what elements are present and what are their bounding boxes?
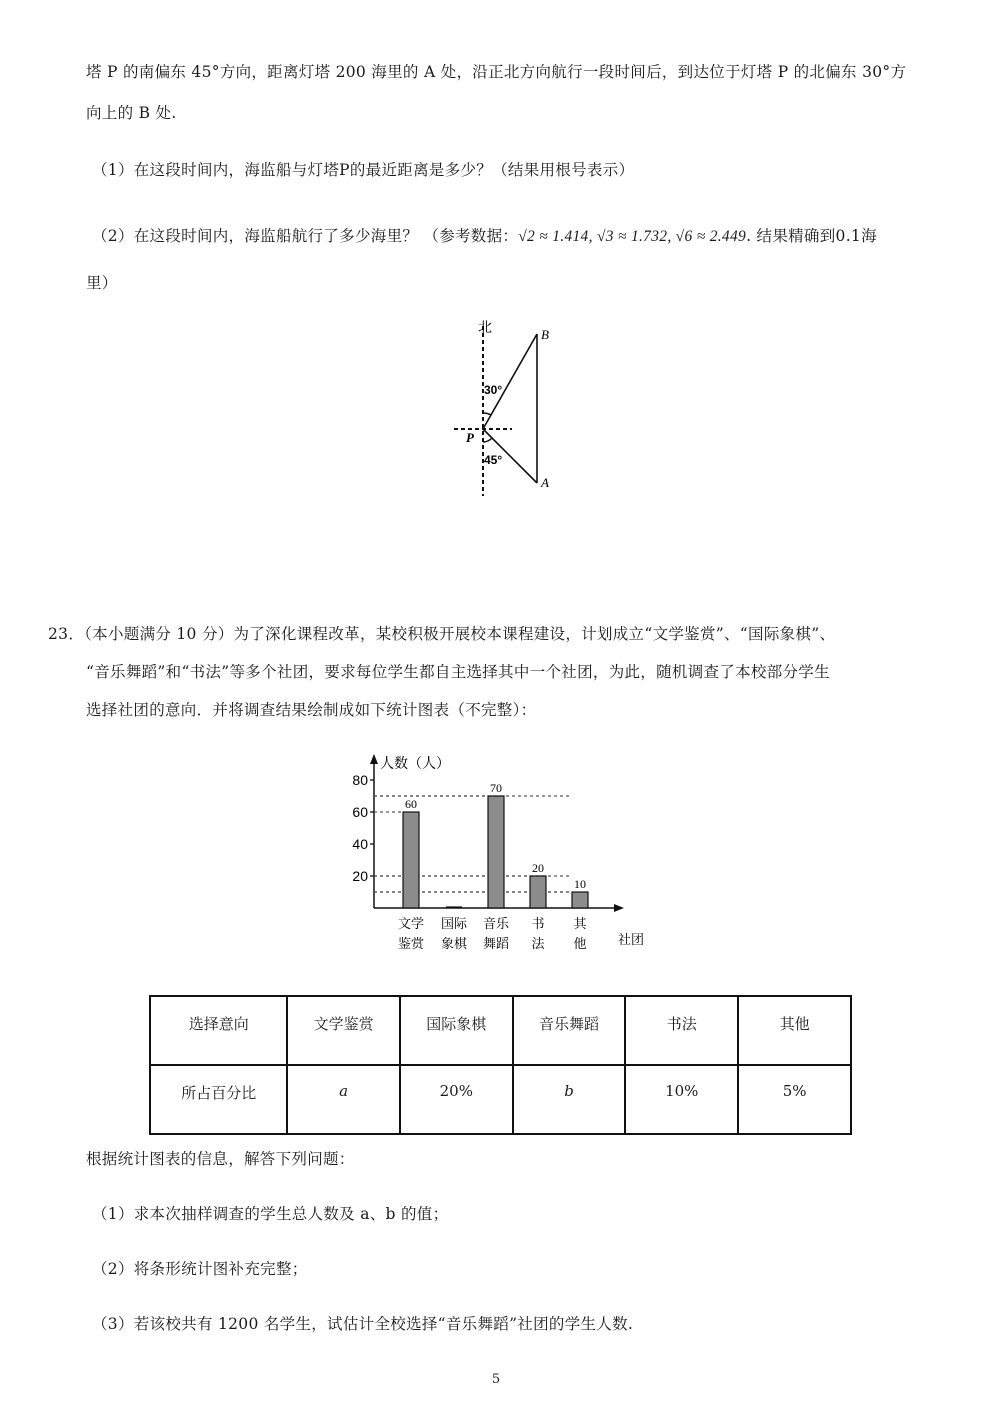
percentage-table — [149, 995, 852, 1135]
q22-part1: （1）在这段时间内，海监船与灯塔P的最近距离是多少？（结果用根号表示） — [92, 161, 635, 179]
bar — [488, 796, 504, 908]
table-cell: 书法 — [625, 996, 738, 1065]
bar — [530, 876, 546, 908]
angle-label-45: 45° — [484, 453, 503, 467]
data-label: 10 — [574, 877, 586, 891]
q23-line2: “音乐舞蹈”和“书法”等多个社团，要求每位学生都自主选择其中一个社团，为此，随机调查了本校部分学生 — [86, 663, 830, 681]
q23-line1: 23．（本小题满分 10 分）为了深化课程改革，某校积极开展校本课程建设，计划成立“文学鉴赏”、“国际象棋”、 — [48, 625, 836, 643]
table-cell: 其他 — [738, 996, 851, 1065]
angle-arc-45 — [483, 438, 492, 442]
y-axis-arrow — [370, 754, 378, 764]
q22-intro-line1: 塔 P 的南偏东 45°方向，距离灯塔 200 海里的 A 处，沿正北方向航行一段时间后，到达位于灯塔 P 的北偏东 30°方 — [86, 63, 907, 81]
table-cell: 文学鉴赏 — [287, 996, 399, 1065]
x-tick-label: 舞蹈 — [482, 937, 510, 952]
x-tick-label: 国际 — [440, 917, 468, 932]
table-cell: 所占百分比 — [150, 1065, 287, 1134]
angle-arc-30 — [483, 413, 491, 415]
q23-q1: （1）求本次抽样调查的学生总人数及 a、b 的值； — [92, 1205, 449, 1223]
q22-part2-a: （2）在这段时间内，海监船航行了多少海里？ （参考数据： — [92, 227, 519, 245]
x-tick-label: 法 — [531, 937, 545, 952]
y-tick-label: 20 — [352, 868, 368, 884]
x-axis-arrow — [614, 904, 624, 912]
angle-label-30: 30° — [484, 383, 503, 397]
y-axis-label: 人数（人） — [380, 756, 450, 772]
q23-q3: （3）若该校共有 1200 名学生，试估计全校选择“音乐舞蹈”社团的学生人数. — [92, 1315, 634, 1333]
q22-part2-ref: √2 ≈ 1.414, √3 ≈ 1.732, √6 ≈ 2.449 — [518, 228, 747, 245]
q22-part2-b: . 结果精确到0.1海 — [746, 227, 877, 245]
table-cell: 10% — [625, 1065, 738, 1134]
x-tick-label: 音乐 — [482, 917, 510, 932]
q23-follow: 根据统计图表的信息，解答下列问题： — [86, 1150, 355, 1168]
x-tick-label: 鉴赏 — [397, 937, 425, 952]
table-cell: 选择意向 — [150, 996, 287, 1065]
north-label: 北 — [478, 320, 492, 336]
q22-intro-line2: 向上的 B 处. — [86, 104, 177, 122]
x-tick-label: 他 — [573, 937, 587, 952]
table-cell: 音乐舞蹈 — [513, 996, 625, 1065]
y-tick-label: 40 — [352, 836, 368, 852]
lighthouse-diagram — [440, 318, 570, 503]
y-tick-label: 80 — [352, 772, 368, 788]
page-number: 5 — [491, 1372, 501, 1387]
x-tick-label: 象棋 — [440, 937, 468, 952]
label-p: P — [466, 430, 474, 445]
q22-part2-line2: 里） — [86, 274, 118, 292]
x-tick-label: 书 — [531, 917, 545, 932]
table-cell: a — [287, 1065, 399, 1134]
bar-chart — [340, 752, 660, 972]
table-header-row — [150, 996, 851, 1065]
table-cell: 20% — [400, 1065, 513, 1134]
data-label: 60 — [405, 797, 417, 811]
bar — [572, 892, 588, 908]
bar — [403, 812, 419, 908]
x-tick-label: 其 — [573, 917, 587, 932]
table-cell: b — [513, 1065, 625, 1134]
data-label: 20 — [532, 861, 544, 875]
y-tick-label: 60 — [352, 804, 368, 820]
table-cell: 5% — [738, 1065, 851, 1134]
data-label: 70 — [490, 781, 502, 795]
x-axis-label: 社团 — [618, 933, 645, 948]
q22-part2 — [92, 224, 877, 246]
q23-line3: 选择社团的意向．并将调查结果绘制成如下统计图表（不完整）： — [86, 701, 537, 719]
table-cell: 国际象棋 — [400, 996, 513, 1065]
label-a: A — [541, 475, 549, 490]
table-row — [150, 1065, 851, 1134]
q23-q2: （2）将条形统计图补充完整； — [92, 1260, 308, 1278]
x-tick-label: 文学 — [397, 917, 425, 932]
label-b: B — [541, 327, 549, 342]
